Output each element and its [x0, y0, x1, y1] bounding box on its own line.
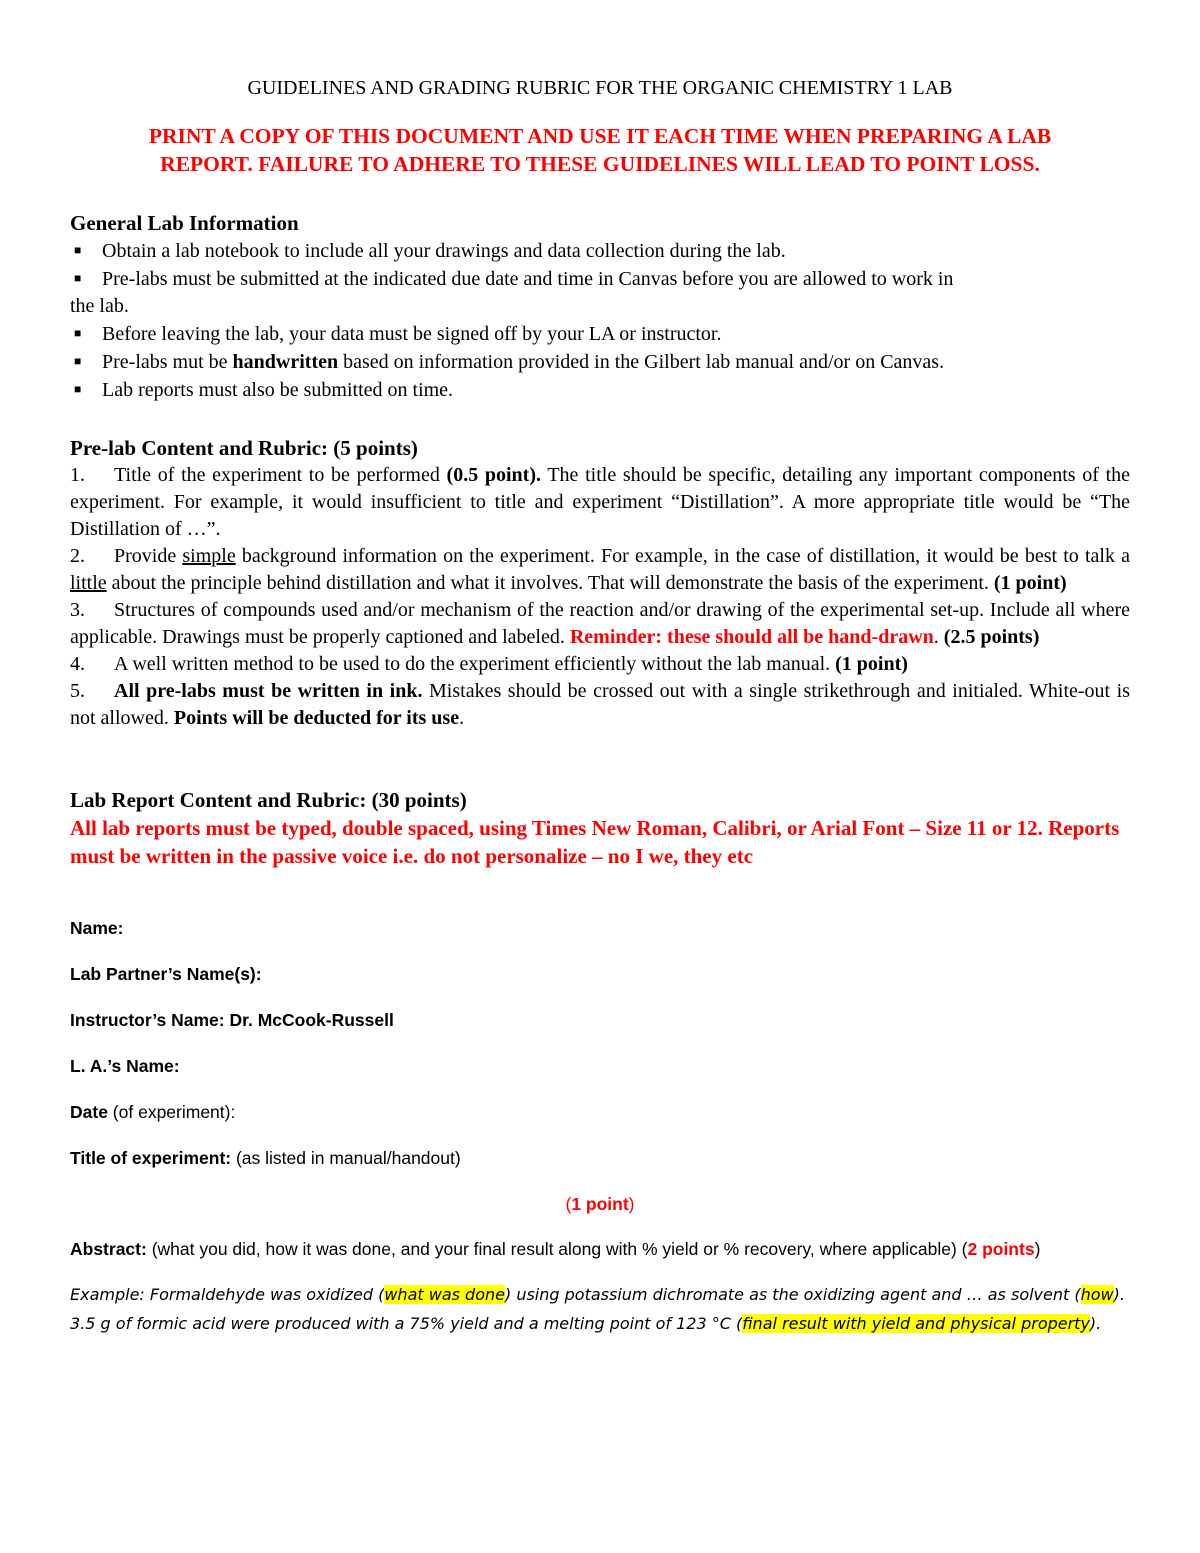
square-bullet-icon: ■: [74, 382, 82, 396]
prelab-heading: Pre-lab Content and Rubric: (5 points): [70, 436, 418, 460]
square-bullet-icon: ■: [74, 326, 82, 340]
general-info-list: [70, 237, 1130, 404]
square-bullet-icon: ■: [74, 271, 82, 285]
square-bullet-icon: ■: [74, 354, 82, 368]
prelab-step-2: 2. Provide simple background information on the experiment. For example, in the case of distillation, it would be best to talk a little about the principle behind distillation and what it involves. That will demonstrate the basis of the experiment. (1 point): [70, 545, 1130, 594]
title-points: (1 point): [565, 1194, 635, 1214]
print-warning: [70, 122, 1130, 178]
list-item: ■ Pre-labs must be submitted at the indicated due date and time in Canvas before you are allowed to work in the lab.: [70, 265, 1130, 320]
field-la-name: L. A.’s Name:: [70, 1056, 180, 1076]
warning-line-2: REPORT. FAILURE TO ADHERE TO THESE GUIDELINES WILL LEAD TO POINT LOSS.: [160, 152, 1040, 176]
document-title: GUIDELINES AND GRADING RUBRIC FOR THE ORGANIC CHEMISTRY 1 LAB: [247, 77, 953, 99]
general-info-heading: General Lab Information: [70, 211, 299, 235]
square-bullet-icon: ■: [74, 243, 82, 257]
report-formatting-note: All lab reports must be typed, double spaced, using Times New Roman, Calibri, or Arial Font – Size 11 or 12. Reports must be written in the passive voice i.e. do not personalize – no I we, they etc: [70, 816, 1120, 868]
prelab-steps: [70, 462, 1130, 732]
field-lab-partner: Lab Partner’s Name(s):: [70, 964, 262, 984]
prelab-step-5: 5. All pre-labs must be written in ink. Mistakes should be crossed out with a single strikethrough and initialed. White-out is not allowed. Points will be deducted for its use.: [70, 680, 1130, 729]
prelab-step-1: 1. Title of the experiment to be performed (0.5 point). The title should be specific, detailing any important components of the experiment. For example, it would insufficient to title and experiment “Distillation”. A more appropriate title would be “The Distillation of …”.: [70, 464, 1131, 540]
field-name: Name:: [70, 918, 124, 938]
abstract-example: Example: Formaldehyde was oxidized (what was done) using potassium dichromate as the oxidizing agent and … as solvent (how). 3.5 g of formic acid were produced with a 75% yield and a melting point of 123 °C (final result with yield and physical property).: [70, 1285, 1125, 1333]
warning-line-1: PRINT A COPY OF THIS DOCUMENT AND USE IT EACH TIME WHEN PREPARING A LAB: [148, 124, 1052, 148]
prelab-step-3: 3. Structures of compounds used and/or mechanism of the reaction and/or drawing of the experimental set-up. Include all where applicable. Drawings must be properly captioned and labeled. Reminder: these should all be hand-drawn. (2.5 points): [70, 599, 1130, 648]
list-item: ■ Pre-labs mut be handwritten based on information provided in the Gilbert lab manual and/or on Canvas.: [70, 348, 1130, 376]
field-date: Date (of experiment):: [70, 1102, 236, 1122]
field-title: Title of experiment: (as listed in manual/handout): [70, 1148, 461, 1168]
list-item: ■ Lab reports must also be submitted on time.: [70, 376, 1130, 404]
list-item: ■ Obtain a lab notebook to include all your drawings and data collection during the lab.: [70, 237, 1130, 265]
prelab-step-4: 4. A well written method to be used to do the experiment efficiently without the lab manual. (1 point): [70, 653, 908, 675]
abstract-instructions: Abstract: (what you did, how it was done, and your final result along with % yield or % recovery, where applicable) (2 points): [70, 1239, 1041, 1259]
list-item: ■ Before leaving the lab, your data must be signed off by your LA or instructor.: [70, 320, 1130, 348]
report-heading: Lab Report Content and Rubric: (30 points): [70, 788, 467, 812]
field-instructor: Instructor’s Name: Dr. McCook-Russell: [70, 1010, 394, 1030]
